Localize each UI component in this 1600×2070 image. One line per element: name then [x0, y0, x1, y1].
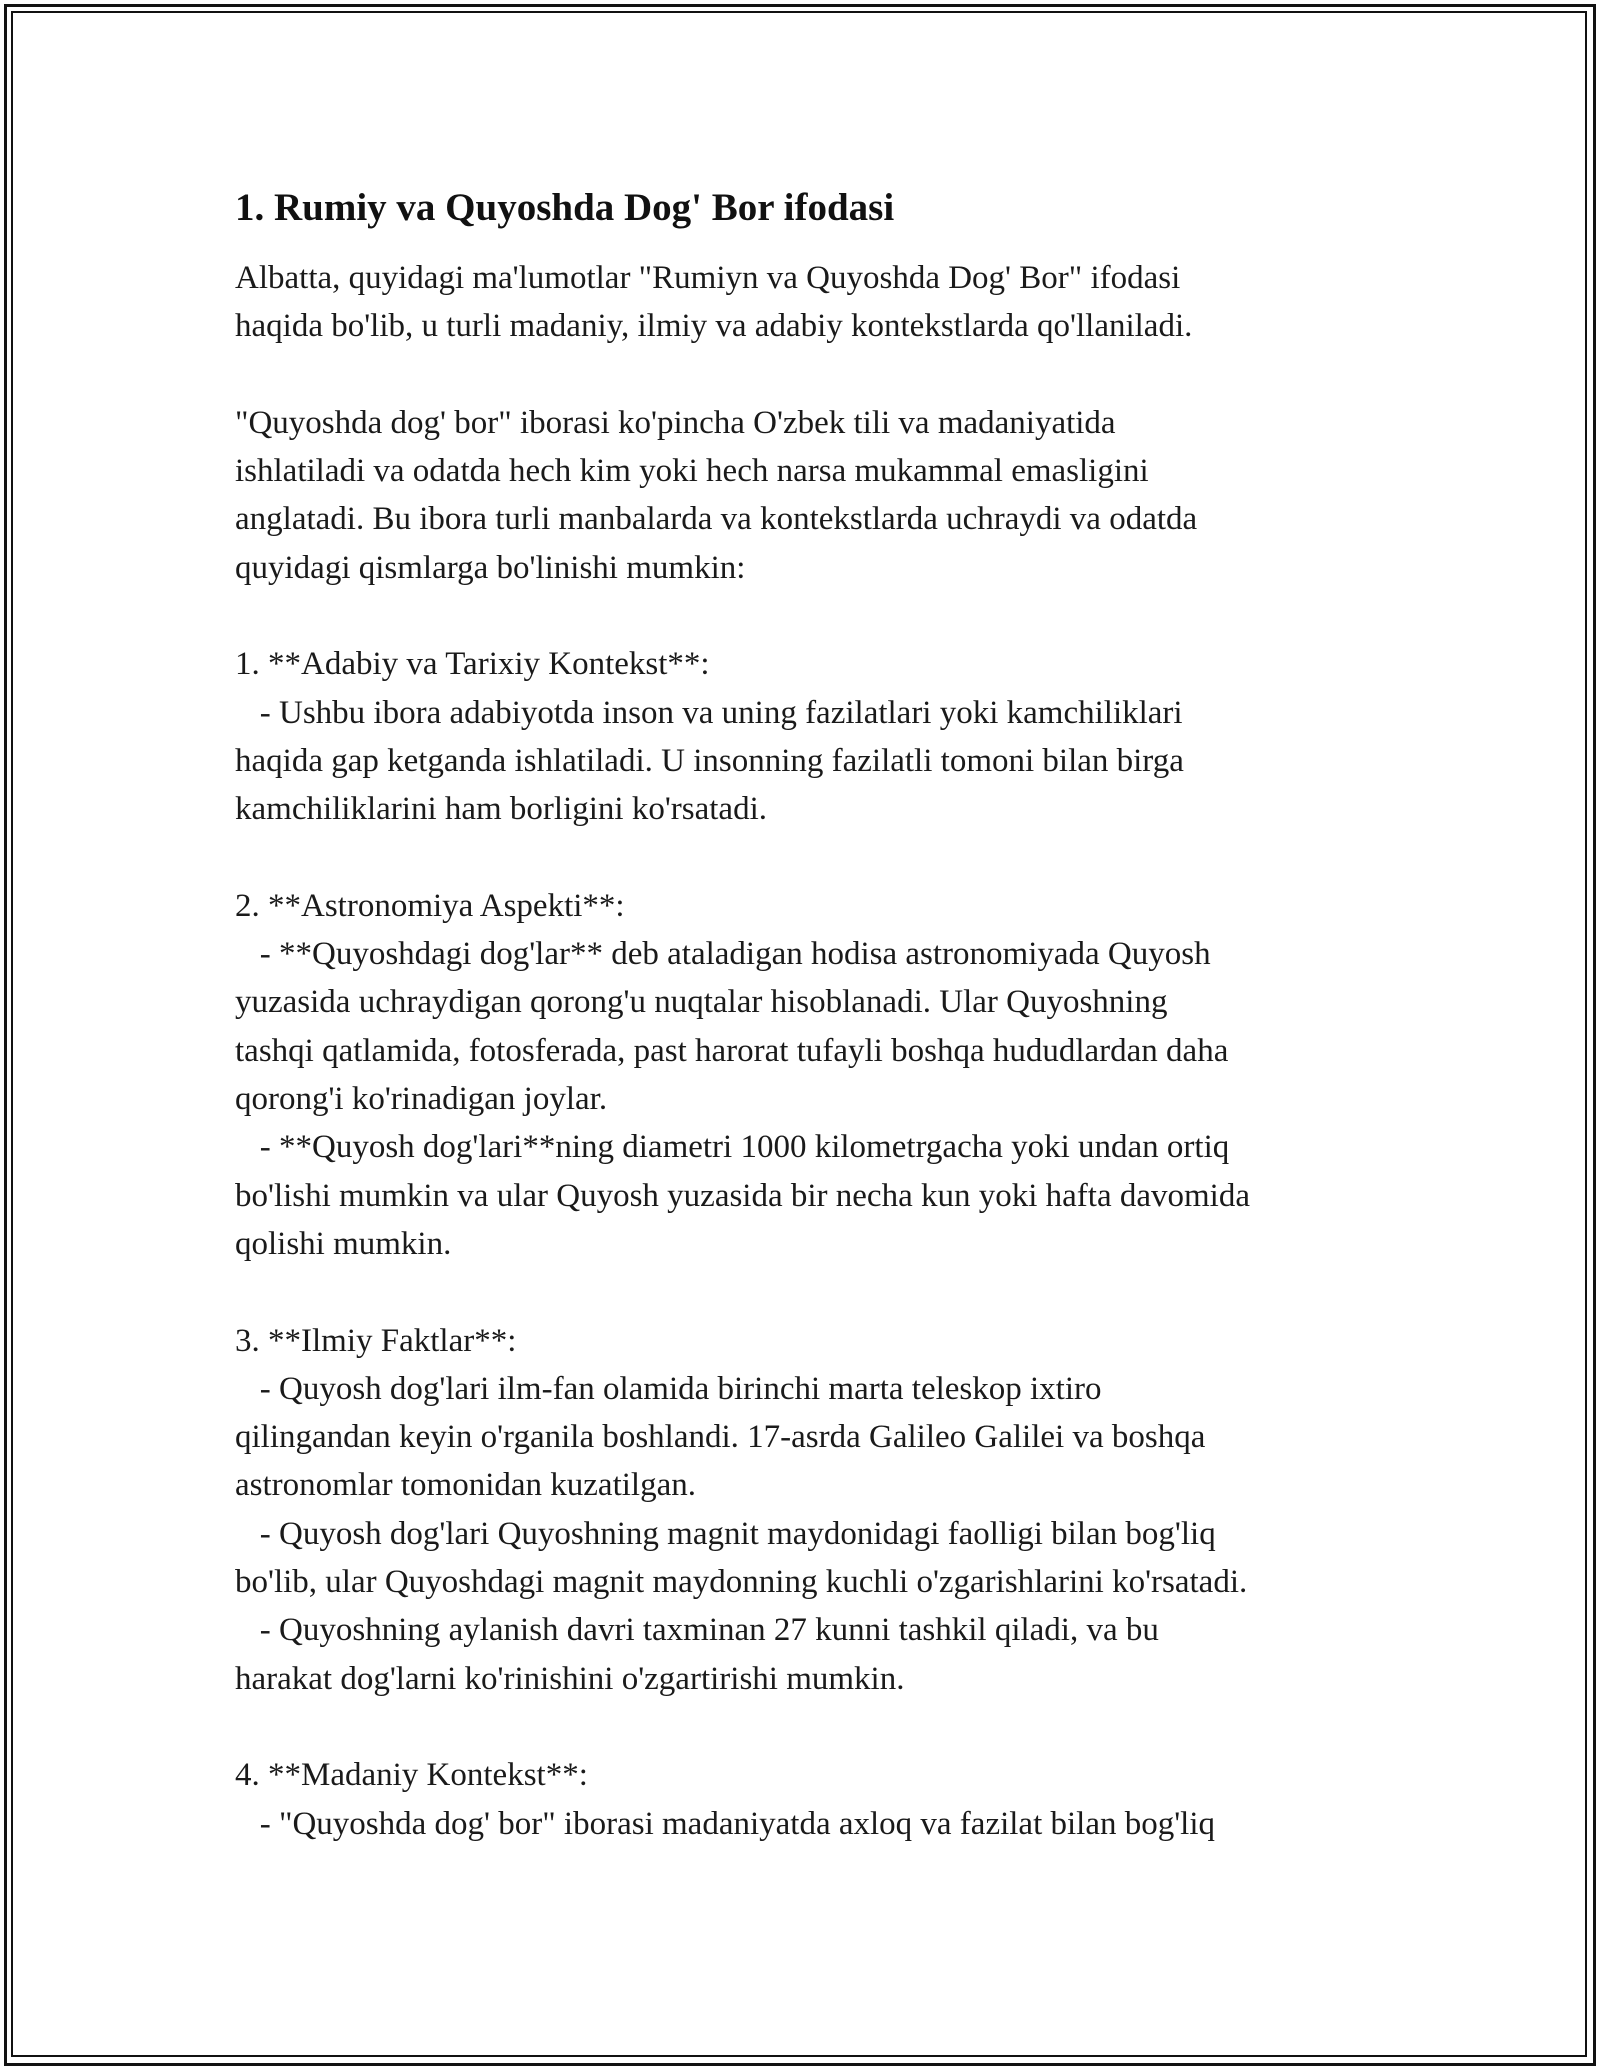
document-text — [235, 254, 1385, 1848]
text-line: Albatta, quyidagi ma'lumotlar "Rumiyn va Quyoshda Dog' Bor" ifodasi — [235, 260, 1181, 296]
text-line: haqida gap ketganda ishlatiladi. U insonning fazilatli tomoni bilan birga — [235, 742, 1184, 779]
text-line: "Quyoshda dog' bor" iborasi ko'pincha O'zbek tili va madaniyatida — [235, 404, 1116, 441]
text-line: - Quyoshning aylanish davri taxminan 27 kunni tashkil qiladi, va bu — [235, 1612, 1159, 1649]
text-line: 2. **Astronomiya Aspekti**: — [235, 887, 625, 924]
text-line: harakat dog'larni ko'rinishini o'zgartirishi mumkin. — [235, 1660, 905, 1697]
blank-line — [235, 351, 1385, 399]
text-line: yuzasida uchraydigan qorong'u nuqtalar hisoblanadi. Ular Quyoshning — [235, 984, 1168, 1021]
text-line: 4. **Madaniy Kontekst**: — [235, 1757, 588, 1794]
blank-line — [235, 1703, 1385, 1751]
text-line: astronomlar tomonidan kuzatilgan. — [235, 1467, 696, 1504]
text-line: qolishi mumkin. — [235, 1225, 452, 1262]
text-line: - Quyosh dog'lari Quyoshning magnit maydonidagi faolligi bilan bog'liq — [235, 1515, 1216, 1552]
text-line: - "Quyoshda dog' bor" iborasi madaniyatda axloq va fazilat bilan bog'liq — [235, 1805, 1216, 1842]
text-line: ishlatiladi va odatda hech kim yoki hech narsa mukammal emasligini — [235, 453, 1149, 490]
text-line: quyidagi qismlarga bo'linishi mumkin: — [235, 549, 746, 586]
blank-line — [235, 834, 1385, 882]
text-line: kamchiliklarini ham borligini ko'rsatadi. — [235, 791, 767, 828]
text-line: qilingandan keyin o'rganila boshlandi. 17-asrda Galileo Galilei va boshqa — [235, 1419, 1206, 1456]
text-line: - Quyosh dog'lari ilm-fan olamida birinchi marta teleskop ixtiro — [235, 1370, 1102, 1407]
text-line: anglatadi. Bu ibora turli manbalarda va kontekstlarda uchraydi va odatda — [235, 501, 1198, 538]
document-body — [235, 184, 1385, 1848]
text-line: tashqi qatlamida, fotosferada, past harorat tufayli boshqa hududlardan daha — [235, 1032, 1229, 1069]
text-line: bo'lib, ular Quyoshdagi magnit maydonning kuchli o'zgarishlarini ko'rsatadi. — [235, 1564, 1248, 1601]
text-line: 1. **Adabiy va Tarixiy Kontekst**: — [235, 646, 710, 683]
text-line: - Ushbu ibora adabiyotda inson va uning fazilatlari yoki kamchiliklari — [235, 694, 1183, 731]
text-line: - **Quyoshdagi dog'lar** deb ataladigan hodisa astronomiyada Quyosh — [235, 936, 1211, 973]
text-line: qorong'i ko'rinadigan joylar. — [235, 1081, 608, 1118]
blank-line — [235, 1268, 1385, 1316]
blank-line — [235, 592, 1385, 640]
text-line: - **Quyosh dog'lari**ning diametri 1000 kilometrgacha yoki undan ortiq — [235, 1129, 1230, 1166]
document-title: 1. Rumiy va Quyoshda Dog' Bor ifodasi — [235, 186, 895, 229]
text-line: 3. **Ilmiy Faktlar**: — [235, 1322, 517, 1359]
text-line: bo'lishi mumkin va ular Quyosh yuzasida bir necha kun yoki hafta davomida — [235, 1177, 1250, 1214]
text-line: haqida bo'lib, u turli madaniy, ilmiy va adabiy kontekstlarda qo'llaniladi. — [235, 308, 1193, 345]
